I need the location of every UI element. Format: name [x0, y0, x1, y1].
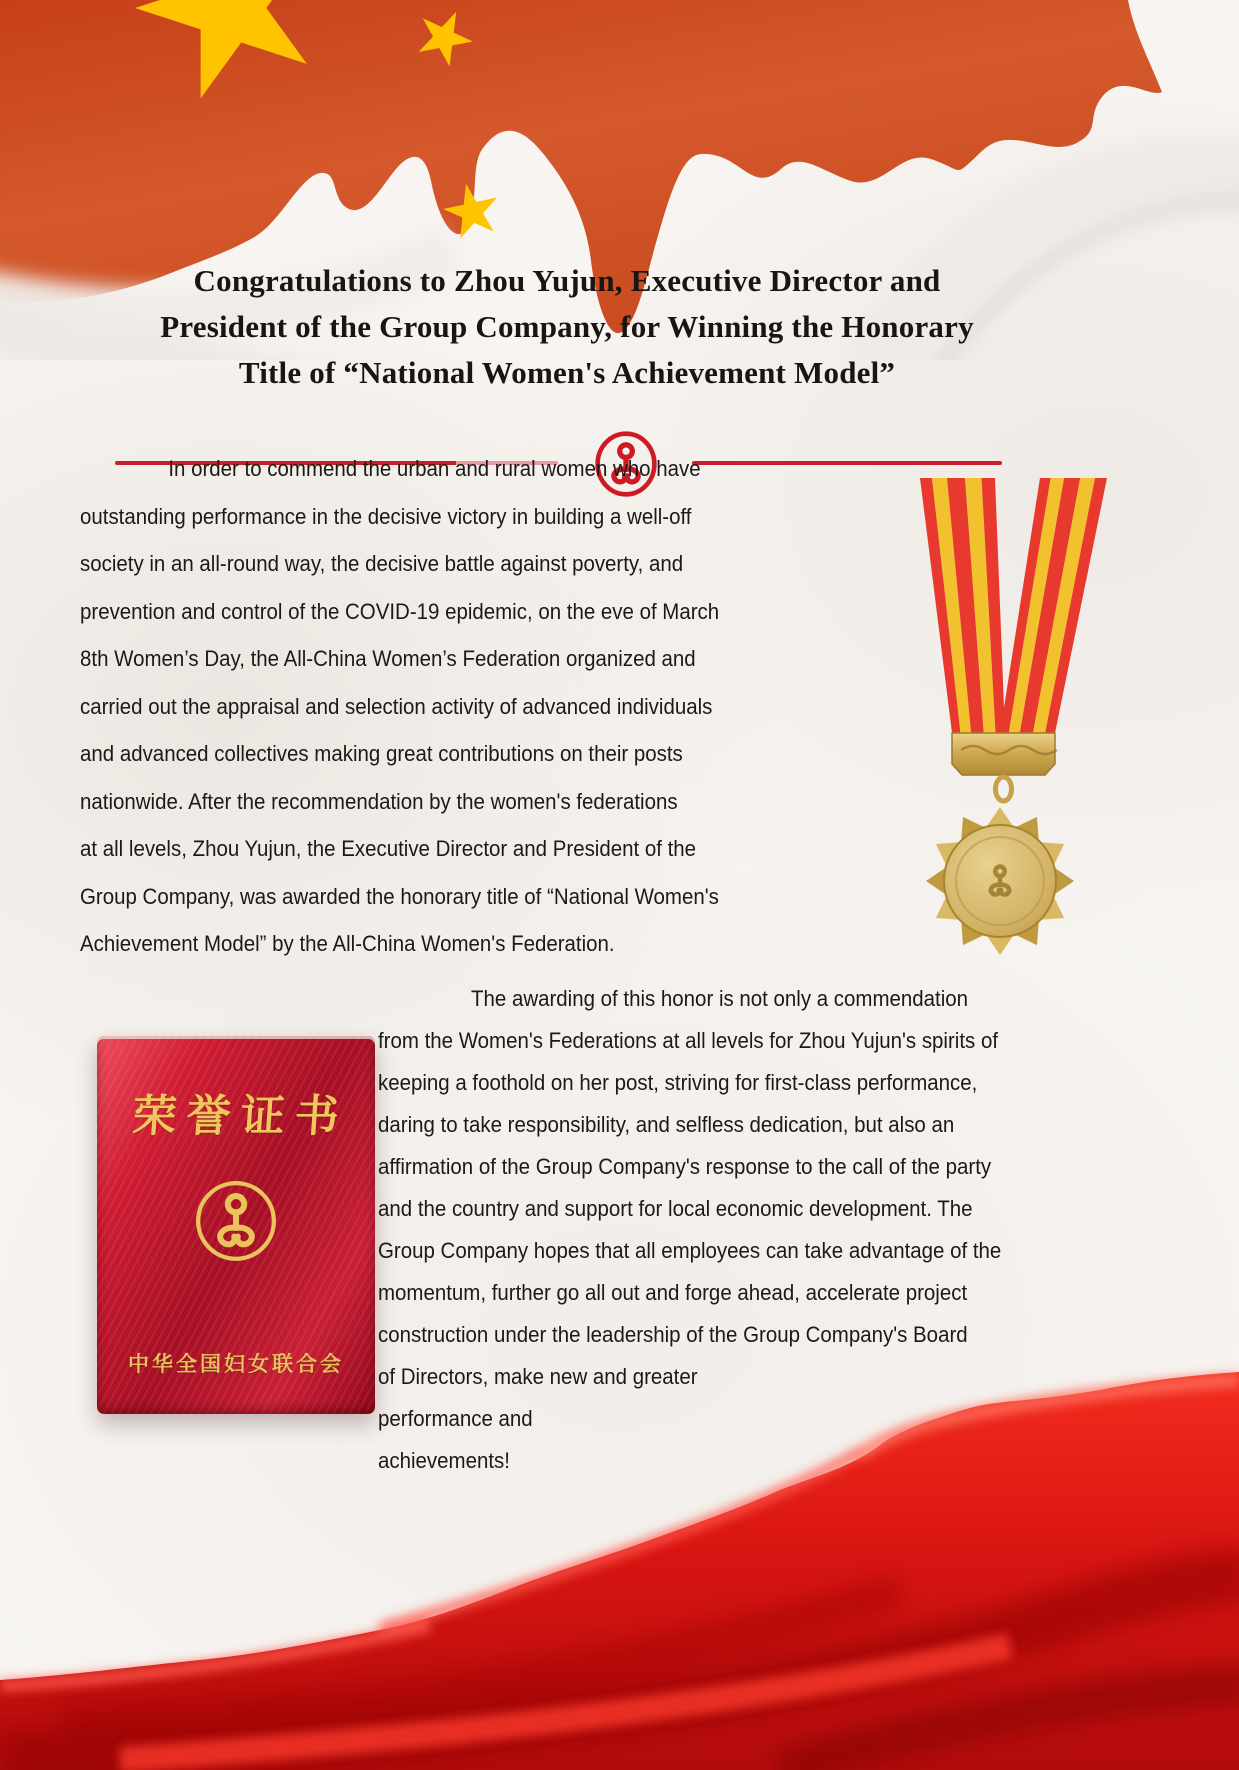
certificate-emblem-icon [193, 1178, 279, 1264]
title-line: President of the Group Company, for Winning the Honorary [160, 309, 974, 344]
red-silk-graphic [0, 1290, 1239, 1770]
medal-ribbon [920, 478, 1107, 739]
medal-disc [926, 807, 1074, 955]
paragraph-line: Group Company, was awarded the honorary title of “National Women's [80, 883, 719, 909]
paragraph-line: affirmation of the Group Company's response to the call of the party [378, 1154, 992, 1179]
paragraph-line: from the Women's Federations at all levels for Zhou Yujun's spirits of [378, 1028, 999, 1053]
paragraph-line: Group Company hopes that all employees can take advantage of the [378, 1238, 1002, 1263]
paragraph-line: momentum, further go all out and forge ahead, accelerate project [378, 1280, 968, 1305]
paragraph-line: and the country and support for local economic development. The [378, 1196, 973, 1221]
title-line: Title of “National Women's Achievement Model” [238, 355, 896, 390]
certificate-title: 荣誉证书 [130, 1092, 351, 1141]
paragraph-line: and advanced collectives making great contributions on their posts [80, 741, 683, 766]
paragraph-line: performance and [378, 1406, 533, 1431]
paragraph-line: Achievement Model” by the All-China Women's Federation. [80, 931, 615, 956]
title-line: Congratulations to Zhou Yujun, Executive Director and [193, 263, 941, 298]
paragraph-line: achievements! [378, 1448, 510, 1473]
paragraph-line: In order to commend the urban and rural women who have [168, 456, 701, 481]
paragraph-line: keeping a foothold on her post, striving for first-class performance, [378, 1070, 978, 1095]
medal-clasp [952, 733, 1057, 775]
medal-link [996, 777, 1012, 801]
certificate-issuer: 中华全国妇女联合会 [128, 1353, 344, 1376]
gold-medal-image [895, 476, 1115, 961]
paragraph-line: daring to take responsibility, and selfless dedication, but also an [378, 1112, 955, 1137]
paragraph-line: of Directors, make new and greater [378, 1364, 698, 1389]
paragraph-line: nationwide. After the recommendation by the women's federations [80, 788, 678, 814]
paragraph-line: at all levels, Zhou Yujun, the Executive Director and President of the [80, 836, 697, 861]
paragraph-line: The awarding of this honor is not only a commendation [471, 986, 969, 1011]
paragraph-line: outstanding performance in the decisive victory in building a well-off [80, 503, 692, 529]
paragraph-line: prevention and control of the COVID-19 epidemic, on the eve of March [80, 598, 720, 624]
page-title [62, 258, 1072, 396]
paragraph-line: society in an all-round way, the decisive battle against poverty, and [80, 551, 684, 576]
article-paragraph-1 [80, 445, 850, 968]
paragraph-line: construction under the leadership of the Group Company's Board [378, 1322, 968, 1347]
paragraph-line: 8th Women’s Day, the All-China Women’s Federation organized and [80, 646, 696, 671]
paragraph-line: carried out the appraisal and selection activity of advanced individuals [80, 693, 713, 719]
